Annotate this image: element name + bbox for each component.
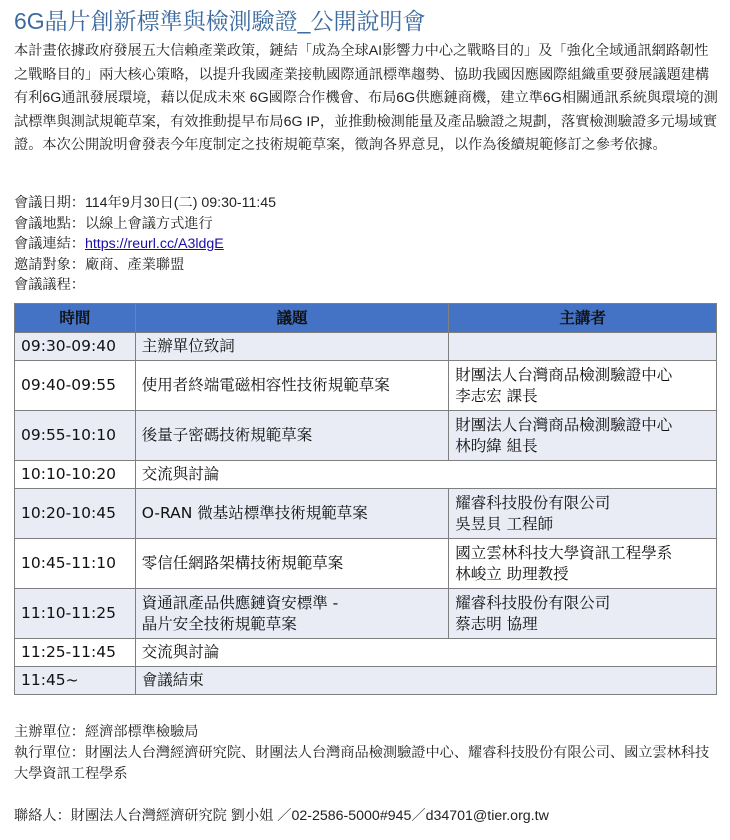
- meeting-location-label: 會議地點：: [14, 215, 85, 232]
- contact: [14, 806, 720, 827]
- agenda-header-row: [15, 304, 717, 333]
- executor-value: 財團法人台灣經濟研究院、財團法人台灣商品檢測驗證中心、耀睿科技股份有限公司、國立雲林科技大學資訊工程學系: [14, 745, 710, 782]
- cell-topic: [135, 589, 448, 639]
- footer-info: [14, 722, 720, 827]
- cell-topic: 交流與討論: [135, 639, 716, 667]
- cell-time: 10:20-10:45: [15, 489, 136, 539]
- table-row: [15, 411, 717, 461]
- meeting-location: [14, 214, 276, 235]
- contact-label: 聯絡人：: [14, 808, 71, 824]
- cell-speaker: [449, 589, 717, 639]
- cell-time: 11:10-11:25: [15, 589, 136, 639]
- header-topic: 議題: [135, 304, 448, 333]
- speaker-name: 吳昱貝 工程師: [455, 514, 554, 533]
- header-time: 時間: [15, 304, 136, 333]
- meeting-location-value: 以線上會議方式進行: [84, 215, 213, 232]
- cell-topic: O-RAN 微基站標準技術規範草案: [135, 489, 448, 539]
- table-row: [15, 539, 717, 589]
- topic-line: 資通訊產品供應鏈資安標準 -: [141, 593, 339, 612]
- cell-time: 09:30-09:40: [15, 333, 136, 361]
- table-row: [15, 489, 717, 539]
- table-row: [15, 639, 717, 667]
- table-row: [15, 589, 717, 639]
- organizer-label: 主辦單位：: [14, 724, 85, 740]
- cell-topic: 使用者終端電磁相容性技術規範草案: [135, 361, 448, 411]
- cell-topic: 後量子密碼技術規範草案: [135, 411, 448, 461]
- organizer: [14, 722, 720, 743]
- speaker-name: 林昀緯 組長: [455, 436, 538, 455]
- speaker-org: 國立雲林科技大學資訊工程學系: [455, 543, 673, 562]
- table-row: [15, 333, 717, 361]
- executor: [14, 743, 720, 785]
- cell-time: 09:55-10:10: [15, 411, 136, 461]
- spacer: [14, 785, 720, 806]
- speaker-name: 李志宏 課長: [455, 386, 538, 405]
- cell-time: 09:40-09:55: [15, 361, 136, 411]
- meeting-date-label: 會議日期：: [14, 195, 85, 211]
- cell-speaker: [449, 489, 717, 539]
- meeting-audience-value: 廠商、產業聯盟: [84, 256, 185, 273]
- cell-topic: 主辦單位致詞: [135, 333, 448, 361]
- meeting-audience: [14, 255, 276, 276]
- speaker-name: 蔡志明 協理: [455, 614, 538, 633]
- cell-time: 10:45-11:10: [15, 539, 136, 589]
- speaker-name: 林峻立 助理教授: [455, 564, 569, 583]
- cell-time: 11:25-11:45: [15, 639, 136, 667]
- topic-line: 晶片安全技術規範草案: [141, 614, 297, 633]
- cell-topic: 交流與討論: [135, 461, 716, 489]
- organizer-value: 經濟部標準檢驗局: [84, 724, 199, 740]
- meeting-date-value: 114年9月30日(二) 09:30-11:45: [84, 195, 277, 211]
- intro-paragraph: 本計畫依據政府發展五大信賴產業政策，鏈結「成為全球AI影響力中心之戰略目的」及「強化全域通訊網路韌性之戰略目的」兩大核心策略，以提升我國產業接軌國際通訊標準趨勢、協助我國因應國際組織重要發展議題建構有利6G通訊發展環境，藉以促成未來 6G國際合作機會、布局6G供應鏈商機，建立準6G相關通訊系統與環境的測試標準與測試規範草案，有效推動提早布局6G IP，並推動檢測能量及產品驗證之規劃，落實檢測驗證多元場域實證。本次公開說明會發表今年度制定之技術規範草案，徵詢各界意見，以作為後續規範修訂之參考依據。: [14, 43, 718, 154]
- cell-time: 11:45~: [15, 667, 136, 695]
- speaker-org: 耀睿科技股份有限公司: [455, 593, 611, 612]
- cell-topic: 會議結束: [135, 667, 716, 695]
- executor-label: 執行單位：: [14, 745, 85, 761]
- meeting-link-label: 會議連結：: [14, 236, 85, 252]
- meeting-link-url[interactable]: https://reurl.cc/A3ldgE: [84, 236, 224, 252]
- meeting-link: [14, 234, 276, 255]
- meeting-info: [14, 193, 276, 296]
- cell-topic: 零信任網路架構技術規範草案: [135, 539, 448, 589]
- cell-speaker: [449, 361, 717, 411]
- meeting-audience-label: 邀請對象：: [14, 256, 85, 273]
- meeting-agenda-label: 會議議程：: [14, 277, 85, 293]
- header-speaker: 主講者: [449, 304, 717, 333]
- meeting-date: [14, 193, 276, 214]
- table-row: [15, 361, 717, 411]
- speaker-org: 財團法人台灣商品檢測驗證中心: [455, 365, 673, 384]
- agenda-table: [14, 303, 717, 695]
- page-title: 6G晶片創新標準與檢測驗證_公開說明會: [14, 8, 426, 34]
- speaker-org: 財團法人台灣商品檢測驗證中心: [455, 415, 673, 434]
- cell-speaker: [449, 539, 717, 589]
- speaker-org: 耀睿科技股份有限公司: [455, 493, 611, 512]
- cell-speaker: [449, 333, 717, 361]
- cell-time: 10:10-10:20: [15, 461, 136, 489]
- cell-speaker: [449, 411, 717, 461]
- table-row: [15, 461, 717, 489]
- table-row: [15, 667, 717, 695]
- contact-value: 財團法人台灣經濟研究院 劉小姐 ／02-2586-5000#945／d34701@tier.org.tw: [70, 808, 549, 824]
